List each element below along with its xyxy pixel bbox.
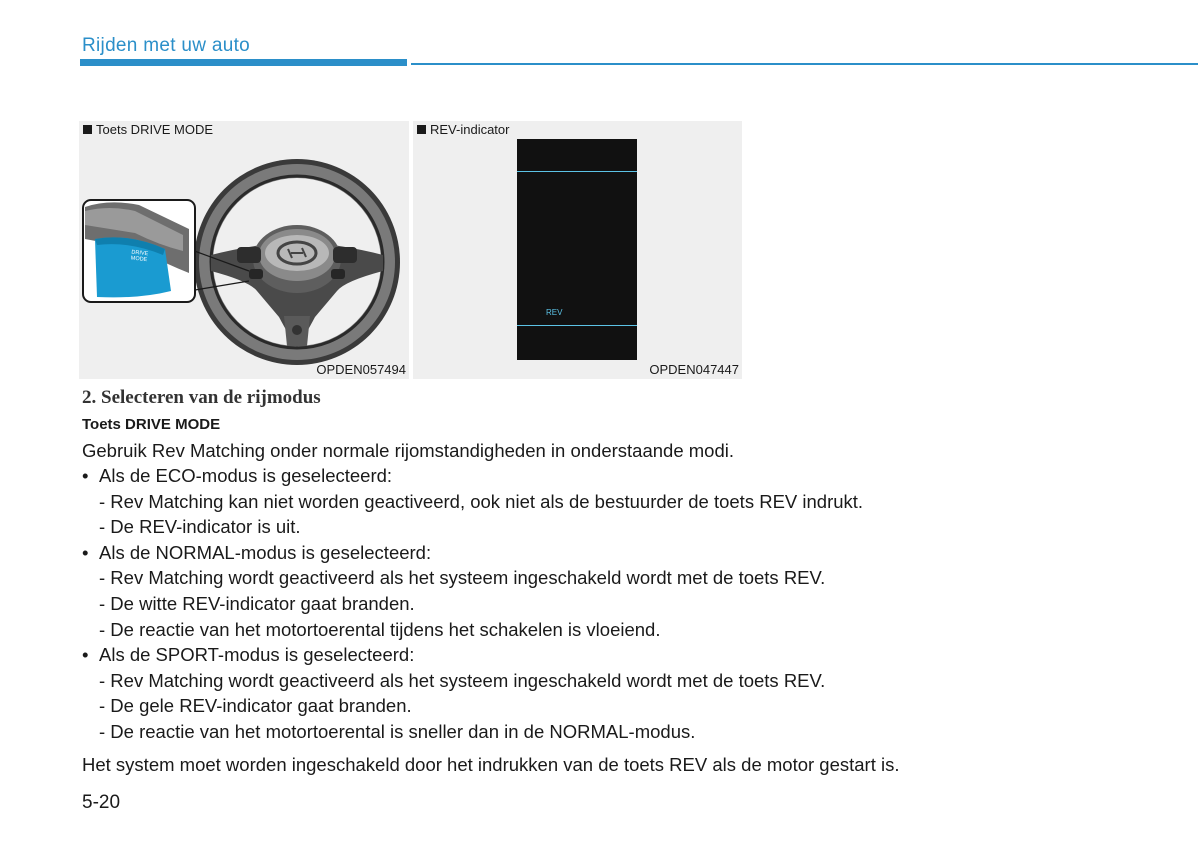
steering-wheel-illustration xyxy=(79,121,409,379)
sub-item: - De REV-indicator is uit. xyxy=(99,516,301,538)
display-divider-top xyxy=(517,171,637,172)
list-item: • Als de SPORT-modus is geselecteerd: xyxy=(82,642,863,668)
header-title: Rijden met uw auto xyxy=(82,35,251,56)
intro-paragraph: Gebruik Rev Matching onder normale rijomstandigheden in onderstaande modi. xyxy=(82,440,734,461)
rev-indicator-text: REV xyxy=(546,308,563,317)
section-heading: 2. Selecteren van de rijmodus xyxy=(82,387,321,408)
display-divider-bottom xyxy=(517,325,637,326)
drive-mode-button-label: DRIVE MODE xyxy=(130,249,149,264)
figure-code: OPDEN047447 xyxy=(649,362,739,377)
header-rule-thick xyxy=(80,59,407,66)
sub-item: - De gele REV-indicator gaat branden. xyxy=(99,695,412,717)
sub-item: - Rev Matching wordt geactiveerd als het systeem ingeschakeld wordt met de toets REV. xyxy=(99,567,826,589)
sub-item: - De reactie van het motortoerental tijdens het schakelen is vloeiend. xyxy=(99,618,661,640)
figure-caption: REV-indicator xyxy=(417,122,509,137)
final-paragraph: Het system moet worden ingeschakeld door het indrukken van de toets REV als de motor gestart is. xyxy=(82,754,900,775)
sub-item: - Rev Matching kan niet worden geactiveerd, ook niet als de bestuurder de toets REV indrukt. xyxy=(99,490,864,512)
header-rule-thin xyxy=(411,63,1198,65)
figure-rev-indicator xyxy=(413,121,742,379)
figure-caption: Toets DRIVE MODE xyxy=(83,122,213,137)
figure-drive-mode xyxy=(79,121,409,379)
list-item: • Als de NORMAL-modus is geselecteerd: xyxy=(82,540,863,566)
sub-item: - De reactie van het motortoerental is sneller dan in de NORMAL-modus. xyxy=(99,720,696,742)
sub-item: - De witte REV-indicator gaat branden. xyxy=(99,592,415,614)
caption-square-icon xyxy=(417,125,426,134)
page-number: 5-20 xyxy=(82,792,121,813)
rev-display-panel xyxy=(517,139,637,360)
figure-code: OPDEN057494 xyxy=(316,362,406,377)
sub-item: - Rev Matching wordt geactiveerd als het systeem ingeschakeld wordt met de toets REV. xyxy=(99,669,826,691)
mode-list xyxy=(82,463,863,745)
subheading: Toets DRIVE MODE xyxy=(82,416,221,433)
list-item: • Als de ECO-modus is geselecteerd: xyxy=(82,463,863,489)
